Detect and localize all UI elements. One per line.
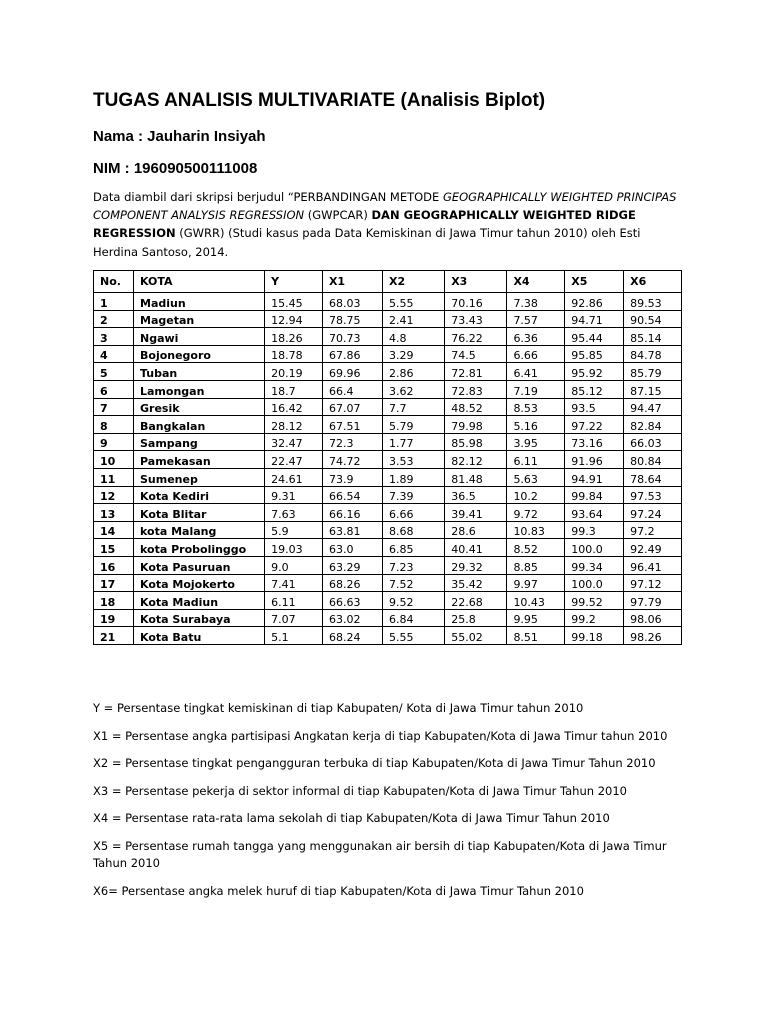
table-cell: Bangkalan [134,416,265,434]
table-cell: 8.53 [507,398,565,416]
table-cell: 29.32 [445,556,507,574]
table-cell: Sumenep [134,468,265,486]
table-cell: 66.16 [322,504,382,522]
table-cell: 100.0 [565,574,624,592]
table-cell: 8.51 [507,627,565,645]
table-cell: Lamongan [134,380,265,398]
table-cell: 94.91 [565,468,624,486]
table-cell: 7.38 [507,293,565,311]
table-cell: 35.42 [445,574,507,592]
table-cell: 3.29 [382,345,444,363]
table-row [94,433,682,451]
table-cell: 7.41 [265,574,323,592]
table-cell: 95.85 [565,345,624,363]
table-cell: 10 [94,451,134,469]
table-cell: Tuban [134,363,265,381]
table-cell: Magetan [134,310,265,328]
table-cell: 15.45 [265,293,323,311]
table-cell: Kota Madiun [134,592,265,610]
table-row [94,592,682,610]
table-cell: 6.66 [382,504,444,522]
table-cell: 66.03 [624,433,682,451]
table-cell: 94.47 [624,398,682,416]
table-cell: 6.11 [265,592,323,610]
table-row [94,504,682,522]
table-cell: 25.8 [445,609,507,627]
table-cell: 68.03 [322,293,382,311]
table-cell: 5.1 [265,627,323,645]
table-cell: Sampang [134,433,265,451]
table-cell: 3 [94,328,134,346]
table-cell: 22.68 [445,592,507,610]
table-cell: Bojonegoro [134,345,265,363]
intro-paragraph [93,188,683,261]
table-cell: 3.62 [382,380,444,398]
table-body [94,293,682,645]
table-cell: 100.0 [565,539,624,557]
table-cell: 28.12 [265,416,323,434]
document-title: TUGAS ANALISIS MULTIVARIATE (Analisis Biplot) [93,90,546,111]
table-cell: Kota Kediri [134,486,265,504]
table-cell: 5.63 [507,468,565,486]
table-cell: 78.75 [322,310,382,328]
definition-line: X5 = Persentase rumah tangga yang menggunakan air bersih di tiap Kabupaten/Kota di Jawa Timur Tahun 2010 [93,838,667,870]
table-cell: 18.7 [265,380,323,398]
table-cell: 3.95 [507,433,565,451]
table-cell: 9.52 [382,592,444,610]
table-cell: 66.63 [322,592,382,610]
table-cell: 9.97 [507,574,565,592]
table-cell: 12 [94,486,134,504]
table-cell: 11 [94,468,134,486]
table-cell: 76.22 [445,328,507,346]
table-cell: 97.12 [624,574,682,592]
table-cell: 24.61 [265,468,323,486]
table-cell: 18.26 [265,328,323,346]
table-cell: 9.95 [507,609,565,627]
table-cell: 19 [94,609,134,627]
table-cell: 97.53 [624,486,682,504]
table-cell: 28.6 [445,521,507,539]
table-cell: 99.84 [565,486,624,504]
table-row [94,468,682,486]
table-cell: 9.0 [265,556,323,574]
definition-line: Y = Persentase tingkat kemiskinan di tiap Kabupaten/ Kota di Jawa Timur tahun 2010 [93,701,584,715]
table-cell: 80.84 [624,451,682,469]
table-cell: 1.89 [382,468,444,486]
table-cell: 99.3 [565,521,624,539]
table-row [94,556,682,574]
table-cell: 9 [94,433,134,451]
table-cell: 99.52 [565,592,624,610]
table-cell: 36.5 [445,486,507,504]
table-cell: 8.52 [507,539,565,557]
definition-line: X6= Persentase angka melek huruf di tiap Kabupaten/Kota di Jawa Timur Tahun 2010 [93,883,584,898]
table-cell: 81.48 [445,468,507,486]
table-header-cell: X1 [322,271,382,293]
table-row [94,486,682,504]
table-cell: 6.85 [382,539,444,557]
table-cell: 15 [94,539,134,557]
table-cell: 10.83 [507,521,565,539]
table-cell: 92.49 [624,539,682,557]
table-cell: 7 [94,398,134,416]
table-cell: 87.15 [624,380,682,398]
table-cell: 70.73 [322,328,382,346]
table-cell: 4 [94,345,134,363]
table-cell: 3.53 [382,451,444,469]
definition-line: X1 = Persentase angka partisipasi Angkatan kerja di tiap Kabupaten/Kota di Jawa Timur tahun 2010 [93,728,668,743]
table-cell: 74.72 [322,451,382,469]
data-table [93,270,682,645]
table-cell: 22.47 [265,451,323,469]
table-row [94,328,682,346]
table-cell: 85.98 [445,433,507,451]
table-cell: 2.41 [382,310,444,328]
table-cell: 5 [94,363,134,381]
table-cell: 74.5 [445,345,507,363]
intro-text-italic: GEOGRAPHICALLY WEIGHTED PRINCIPAS COMPONENT ANALYSIS REGRESSION [93,190,677,223]
table-cell: 90.54 [624,310,682,328]
table-row [94,609,682,627]
table-header-cell: X2 [382,271,444,293]
table-cell: Kota Surabaya [134,609,265,627]
table-cell: Ngawi [134,328,265,346]
table-cell: 85.79 [624,363,682,381]
table-cell: 73.16 [565,433,624,451]
table-cell: 1.77 [382,433,444,451]
table-cell: 2 [94,310,134,328]
table-cell: 13 [94,504,134,522]
table-cell: kota Malang [134,521,265,539]
table-cell: 82.12 [445,451,507,469]
table-cell: 66.4 [322,380,382,398]
table-cell: 63.0 [322,539,382,557]
intro-text-3: (GWPCAR) [304,208,372,223]
table-cell: 97.24 [624,504,682,522]
table-cell: 18 [94,592,134,610]
table-cell: 92.86 [565,293,624,311]
table-cell: 99.2 [565,609,624,627]
table-cell: 12.94 [265,310,323,328]
table-row [94,310,682,328]
table-cell: 40.41 [445,539,507,557]
table-cell: 84.78 [624,345,682,363]
table-cell: 93.5 [565,398,624,416]
table-header-cell: X4 [507,271,565,293]
table-cell: 8.85 [507,556,565,574]
table-cell: 1 [94,293,134,311]
table-row [94,293,682,311]
table-cell: Kota Blitar [134,504,265,522]
table-cell: 67.07 [322,398,382,416]
table-cell: 9.72 [507,504,565,522]
table-cell: 7.39 [382,486,444,504]
table-cell: kota Probolinggo [134,539,265,557]
table-cell: 7.07 [265,609,323,627]
table-cell: 85.14 [624,328,682,346]
table-cell: 16.42 [265,398,323,416]
table-cell: 72.83 [445,380,507,398]
table-cell: 98.26 [624,627,682,645]
table-row [94,380,682,398]
table-cell: 5.79 [382,416,444,434]
table-cell: 94.71 [565,310,624,328]
table-cell: Kota Pasuruan [134,556,265,574]
table-cell: 6.36 [507,328,565,346]
table-header-cell: No. [94,271,134,293]
table-cell: 10.43 [507,592,565,610]
table-cell: 10.2 [507,486,565,504]
table-cell: 85.12 [565,380,624,398]
table-row [94,574,682,592]
table-cell: Kota Mojokerto [134,574,265,592]
definition-line: X3 = Persentase pekerja di sektor informal di tiap Kabupaten/Kota di Jawa Timur Tahun 2010 [93,783,627,798]
table-cell: 68.26 [322,574,382,592]
table-cell: 98.06 [624,609,682,627]
table-cell: 67.51 [322,416,382,434]
table-cell: 82.84 [624,416,682,434]
table-header-cell: X3 [445,271,507,293]
table-cell: 96.41 [624,556,682,574]
table-row [94,627,682,645]
student-nim: NIM : 196090500111008 [93,160,258,177]
table-cell: 79.98 [445,416,507,434]
table-cell: 78.64 [624,468,682,486]
table-cell: 32.47 [265,433,323,451]
table-row [94,363,682,381]
table-cell: 6.11 [507,451,565,469]
intro-text-5: (GWRR) (Studi kasus pada Data Kemiskinan di Jawa Timur tahun 2010) oleh Esti Herdina Santoso, 2014. [93,226,641,259]
table-row [94,416,682,434]
table-cell: 99.18 [565,627,624,645]
table-cell: 5.55 [382,293,444,311]
table-cell: 16 [94,556,134,574]
table-cell: 93.64 [565,504,624,522]
table-cell: 7.19 [507,380,565,398]
table-cell: 48.52 [445,398,507,416]
table-cell: 63.29 [322,556,382,574]
table-cell: 72.3 [322,433,382,451]
table-header-cell: X6 [624,271,682,293]
table-row [94,345,682,363]
table-cell: 63.81 [322,521,382,539]
table-row [94,398,682,416]
table-cell: 7.57 [507,310,565,328]
table-cell: 5.9 [265,521,323,539]
table-cell: 91.96 [565,451,624,469]
intro-text-1: Data diambil dari skripsi berjudul “PERBANDINGAN METODE [93,190,443,204]
table-cell: 99.34 [565,556,624,574]
intro-text-bold: DAN GEOGRAPHICALLY WEIGHTED RIDGE REGRESSION [93,208,636,241]
table-cell: 7.52 [382,574,444,592]
table-cell: 97.22 [565,416,624,434]
table-cell: 7.23 [382,556,444,574]
table-cell: Kota Batu [134,627,265,645]
definition-line: X4 = Persentase rata-rata lama sekolah di tiap Kabupaten/Kota di Jawa Timur Tahun 2010 [93,811,610,825]
table-cell: 97.79 [624,592,682,610]
table-cell: 21 [94,627,134,645]
table-cell: 5.55 [382,627,444,645]
table-cell: 89.53 [624,293,682,311]
table-cell: 6.41 [507,363,565,381]
table-cell: 66.54 [322,486,382,504]
table-cell: 8 [94,416,134,434]
table-cell: 70.16 [445,293,507,311]
table-cell: 2.86 [382,363,444,381]
table-cell: 63.02 [322,609,382,627]
table-cell: 19.03 [265,539,323,557]
table-cell: 55.02 [445,627,507,645]
definition-line: X2 = Persentase tingkat pengangguran terbuka di tiap Kabupaten/Kota di Jawa Timur Tahun 2010 [93,756,656,770]
table-header-row [94,271,682,293]
table-cell: 73.9 [322,468,382,486]
variable-definitions [93,700,683,910]
table-header-cell: X5 [565,271,624,293]
table-row [94,521,682,539]
table-cell: 9.31 [265,486,323,504]
table-cell: Madiun [134,293,265,311]
table-cell: 72.81 [445,363,507,381]
table-cell: 95.92 [565,363,624,381]
table-cell: 73.43 [445,310,507,328]
table-cell: 14 [94,521,134,539]
table-cell: Gresik [134,398,265,416]
table-header-cell: Y [265,271,323,293]
table-cell: 7.63 [265,504,323,522]
table-cell: 69.96 [322,363,382,381]
student-name: Nama : Jauharin Insiyah [93,128,266,145]
table-cell: 6.66 [507,345,565,363]
table-header-cell: KOTA [134,271,265,293]
table-cell: 4.8 [382,328,444,346]
table-row [94,539,682,557]
table-cell: 67.86 [322,345,382,363]
table-cell: 17 [94,574,134,592]
table-cell: 97.2 [624,521,682,539]
table-cell: 95.44 [565,328,624,346]
table-cell: 7.7 [382,398,444,416]
table-cell: 68.24 [322,627,382,645]
table-cell: 5.16 [507,416,565,434]
table-cell: 6.84 [382,609,444,627]
table-cell: Pamekasan [134,451,265,469]
table-cell: 18.78 [265,345,323,363]
table-cell: 39.41 [445,504,507,522]
table-row [94,451,682,469]
table-cell: 6 [94,380,134,398]
table-cell: 20.19 [265,363,323,381]
table-cell: 8.68 [382,521,444,539]
